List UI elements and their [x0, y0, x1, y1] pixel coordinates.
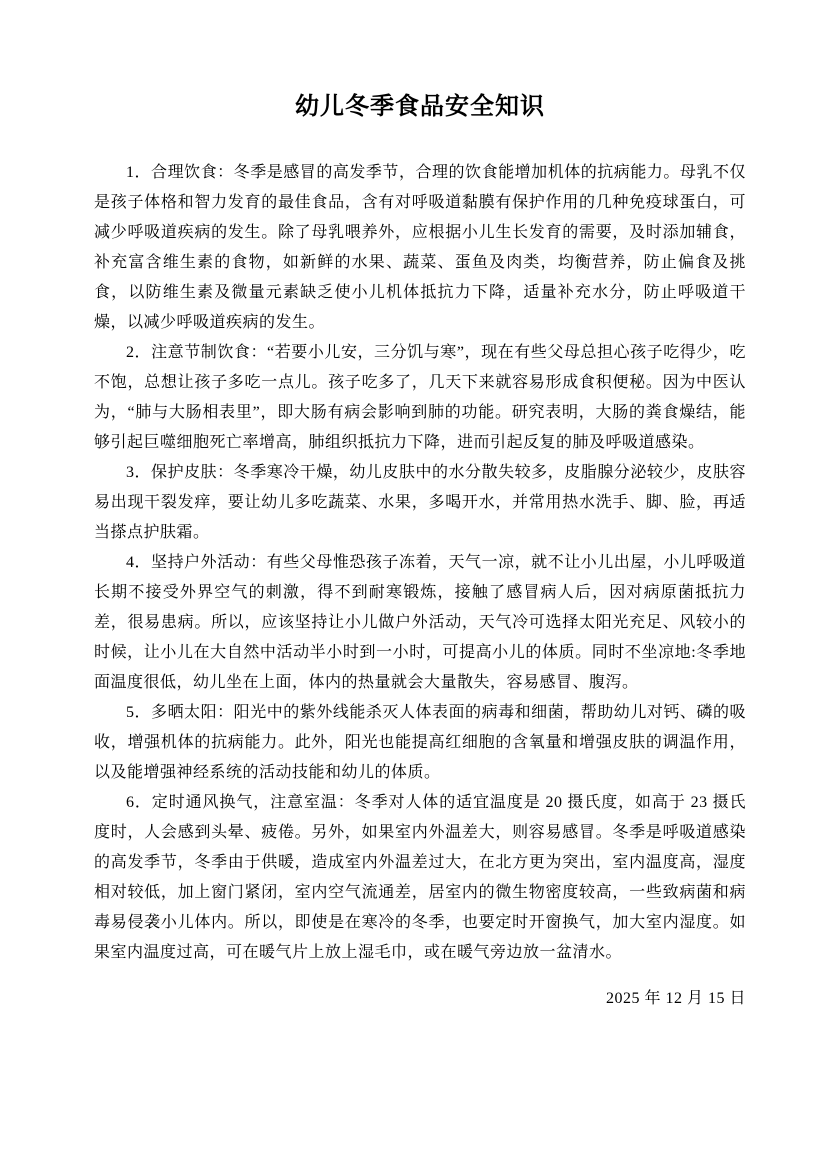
document-title: 幼儿冬季食品安全知识 — [295, 94, 545, 120]
document-body — [94, 158, 746, 968]
paragraph-2-moderate-eating: 2．注意节制饮食：“若要小儿安，三分饥与寒”，现在有些父母总担心孩子吃得少，吃不饱，总想让孩子多吃一点儿。孩子吃多了，几天下来就容易形成食积便秘。因为中医认为，“肺与大肠相表里”，即大肠有病会影响到肺的功能。研究表明，大肠的粪食燥结，能够引起巨噬细胞死亡率增高，肺组织抵抗力下降，进而引起反复的肺及呼吸道感染。 — [94, 344, 746, 451]
paragraph-1-reasonable-diet: 1．合理饮食：冬季是感冒的高发季节，合理的饮食能增加机体的抗病能力。母乳不仅是孩子体格和智力发育的最佳食品，含有对呼吸道黏膜有保护作用的几种免疫球蛋白，可减少呼吸道疾病的发生。除了母乳喂养外，应根据小儿生长发育的需要，及时添加辅食，补充富含维生素的食物，如新鲜的水果、蔬菜、蛋鱼及肉类，均衡营养，防止偏食及挑食，以防维生素及微量元素缺乏使小儿机体抵抗力下降，适量补充水分，防止呼吸道干燥，以减少呼吸道疾病的发生。 — [94, 164, 746, 331]
paragraph-3-skin-protection: 3．保护皮肤：冬季寒冷干燥，幼儿皮肤中的水分散失较多，皮脂腺分泌较少，皮肤容易出现干裂发痒，要让幼儿多吃蔬菜、水果，多喝开水，并常用热水洗手、脚、脸，再适当搽点护肤霜。 — [94, 464, 746, 541]
paragraph-6-ventilation: 6．定时通风换气，注意室温：冬季对人体的适宜温度是 20 摄氏度，如高于 23 摄氏度时，人会感到头晕、疲倦。另外，如果室内外温差大，则容易感冒。冬季是呼吸道感染的高发季节，冬季由于供暖，造成室内外温差过大，在北方更为突出，室内温度高，湿度相对较低，加上窗门紧闭，室内空气流通差，居室内的微生物密度较高，一些致病菌和病毒易侵袭小儿体内。所以，即使是在寒冷的冬季，也要定时开窗换气，加大室内湿度。如果室内温度过高，可在暖气片上放上湿毛巾，或在暖气旁边放一盆清水。 — [94, 794, 746, 961]
document-content — [94, 0, 746, 1014]
paragraph-5-sunshine: 5．多晒太阳：阳光中的紫外线能杀灭人体表面的病毒和细菌，帮助幼儿对钙、磷的吸收，增强机体的抗病能力。此外，阳光也能提高红细胞的含氧量和增强皮肤的调温作用，以及能增强神经系统的活动技能和幼儿的体质。 — [94, 704, 746, 781]
document-date: 2025 年 12 月 15 日 — [605, 990, 746, 1007]
paragraph-4-outdoor-activity: 4．坚持户外活动：有些父母惟恐孩子冻着，天气一凉，就不让小儿出屋，小儿呼吸道长期不接受外界空气的刺激，得不到耐寒锻炼，接触了感冒病人后，因对病原菌抵抗力差，很易患病。所以，应该坚持让小儿做户外活动，天气冷可选择太阳光充足、风较小的时候，让小儿在大自然中活动半小时到一小时，可提高小儿的体质。同时不坐凉地:冬季地面温度很低，幼儿坐在上面，体内的热量就会大量散失，容易感冒、腹泻。 — [94, 554, 746, 691]
